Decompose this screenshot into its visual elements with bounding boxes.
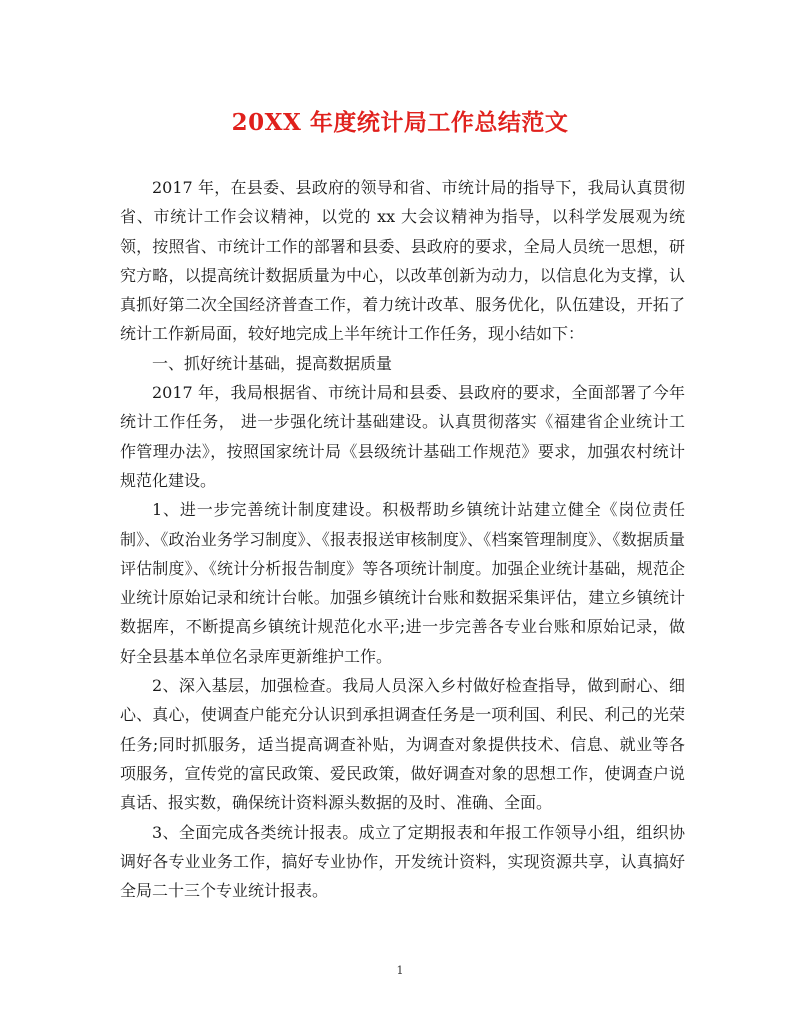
item-1-paragraph: 1、进一步完善统计制度建设。积极帮助乡镇统计站建立健全《岗位责任制》、《政治业务学习制度》、《报表报送审核制度》、《档案管理制度》、《数据质量评估制度》、《统计分析报告制度》等各项统计制度。加强企业统计基础，规范企业统计原始记录和统计台帐。加强乡镇统计台账和数据采集评估，建立乡镇统计数据库，不断提高乡镇统计规范化水平;进一步完善各专业台账和原始记录，做好全县基本单位名录库更新维护工作。: [120, 500, 685, 666]
page-number: 1: [396, 964, 404, 977]
intro-paragraph: 2017 年，在县委、县政府的领导和省、市统计局的指导下，我局认真贯彻省、市统计工作会议精神，以党的 xx 大会议精神为指导，以科学发展观为统领，按照省、市统计工作的部署和县委、县政府的要求，全局人员统一思想，研究方略，以提高统计数据质量为中心，以改革创新为动力，以信息化为支撑，认真抓好第二次全国经济普查工作，着力统计改革、服务优化，队伍建设，开拓了统计工作新局面，较好地完成上半年统计工作任务，现小结如下：: [120, 178, 685, 344]
item-3-paragraph: 3、全面完成各类统计报表。成立了定期报表和年报工作领导小组，组织协调好各专业业务工作，搞好专业协作，开发统计资料，实现资源共享，认真搞好全局二十三个专业统计报表。: [120, 822, 685, 901]
section-intro-paragraph: 2017 年，我局根据省、市统计局和县委、县政府的要求，全面部署了今年统计工作任务， 进一步强化统计基础建设。认真贯彻落实《福建省企业统计工作管理办法》，按照国家统计局《县级统计基础工作规范》要求，加强农村统计规范化建设。: [120, 383, 685, 490]
document-body: [120, 173, 685, 905]
item-2-paragraph: 2、深入基层，加强检查。我局人员深入乡村做好检查指导，做到耐心、细心、真心，使调查户能充分认识到承担调查任务是一项利国、利民、利己的光荣任务;同时抓服务，适当提高调查补贴，为调查对象提供技术、信息、就业等各项服务，宣传党的富民政策、爱民政策，做好调查对象的思想工作，使调查户说真话、报实数，确保统计资料源头数据的及时、准确、全面。: [120, 676, 685, 813]
document-title: 20XX 年度统计局工作总结范文: [231, 109, 569, 136]
section-heading: 一、抓好统计基础，提高数据质量: [152, 353, 393, 373]
